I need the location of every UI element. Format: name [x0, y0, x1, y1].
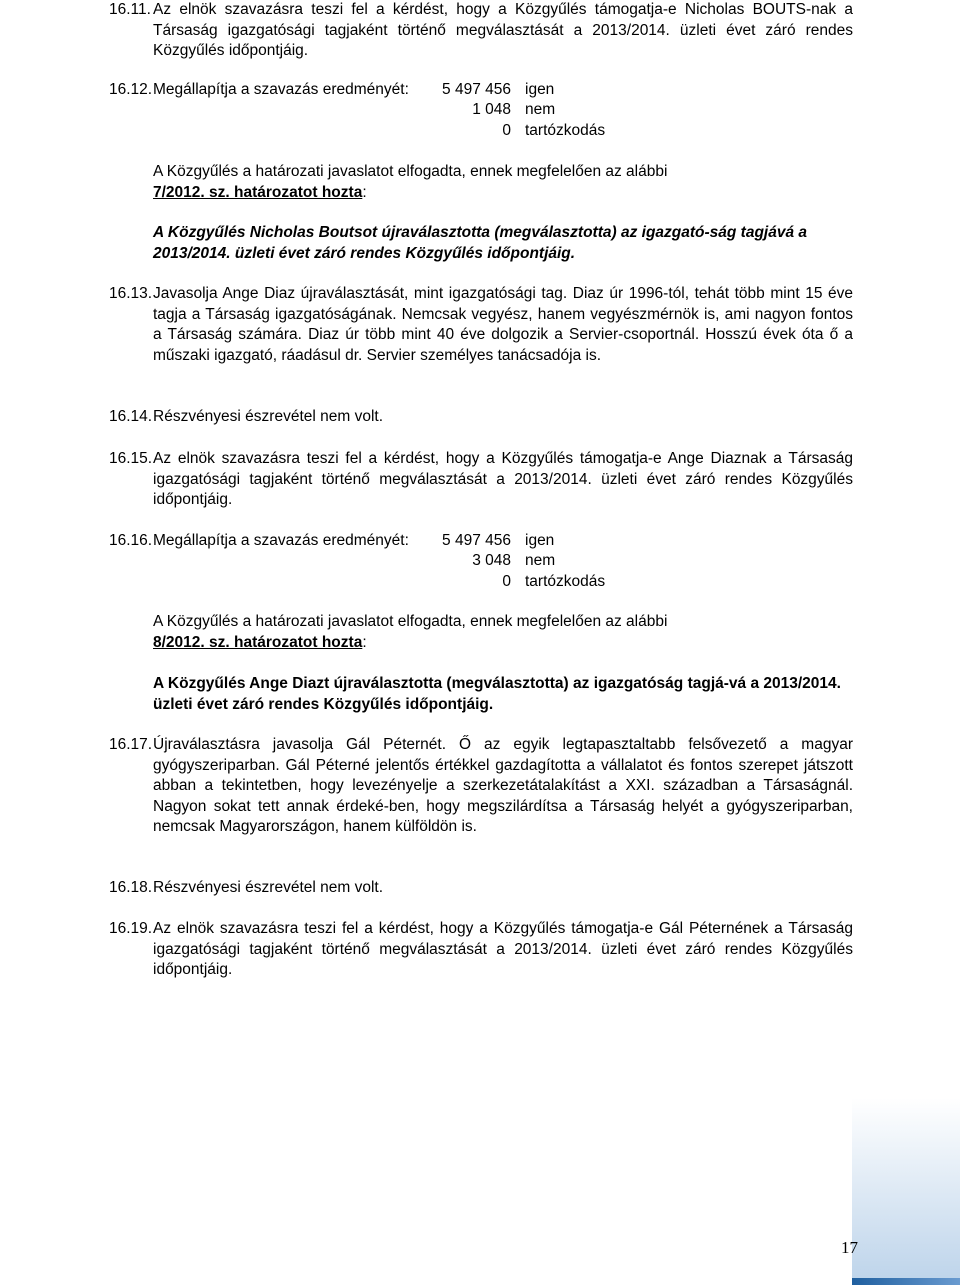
item-text: Az elnök szavazásra teszi fel a kérdést, hogy a Közgyűlés támogatja-e Ange Diaznak a Társaság igazgatósági tagjaként történő megválasztását a 2013/2014. üzleti évet záró rendes Közgyűlés időpontjáig.	[153, 450, 853, 508]
vote-type: igen	[525, 532, 555, 549]
item-16-14	[109, 407, 853, 428]
item-number: 16.16.	[109, 532, 153, 549]
resolution-text: A Közgyűlés a határozati javaslatot elfogadta, ennek megfelelően az alábbi	[153, 613, 668, 630]
vote-label: Megállapítja a szavazás eredményét:	[153, 81, 409, 98]
resolution-statement	[153, 162, 853, 203]
item-text: Az elnök szavazásra teszi fel a kérdést, hogy a Közgyűlés támogatja-e Nicholas BOUTS-nak a Társaság igazgatósági tagjaként történő megválasztását a 2013/2014. üzleti évet záró rendes Közgyűlés időpontjáig.	[153, 1, 853, 59]
item-number: 16.12.	[109, 81, 153, 98]
vote-value: 3 048	[472, 552, 511, 569]
item-text: Az elnök szavazásra teszi fel a kérdést, hogy a Közgyűlés támogatja-e Gál Péternének a Társaság igazgatósági tagjaként történő megválasztását a 2013/2014. üzleti évet záró rendes Közgyűlés időpontjáig.	[153, 920, 853, 978]
decision-text: A Közgyűlés Nicholas Boutsot újraválasztotta (megválasztotta) az igazgató-ság tagjává a 2013/2014. üzleti évet záró rendes Közgyűlés időpontjáig.	[153, 224, 808, 262]
vote-type: nem	[525, 101, 556, 118]
vote-type: nem	[525, 552, 556, 569]
item-text: Újraválasztásra javasolja Gál Péternét. Ő az egyik legtapasztaltabb felsővezető a magyar gyógyszeriparban. Gál Péterné jelentős értékkel gazdagította a vállalatot és fontos szerepet játszott abban a tekintetben, hogy levezényelje a szerkezetátalakítást a XXI. században a Társaságnál. Nagyon sokat tett annak érdeké-ben, hogy megszilárdítsa a Társaság helyét a gyógyszeriparban, nemcsak Magyarországon, hanem külföldön is.	[153, 736, 853, 835]
item-number: 16.19.	[109, 920, 153, 937]
resolution-text: A Közgyűlés a határozati javaslatot elfogadta, ennek megfelelően az alábbi	[153, 163, 668, 180]
item-text: Részvényesi észrevétel nem volt.	[153, 408, 384, 425]
decision-text: A Közgyűlés Ange Diazt újraválasztotta (megválasztotta) az igazgatóság tagjá-vá a 2013/2014. üzleti évet záró rendes Közgyűlés időpontjáig.	[153, 675, 841, 713]
vote-value: 0	[502, 573, 511, 590]
vote-type: igen	[525, 81, 555, 98]
item-16-19	[109, 919, 853, 981]
vote-value: 1 048	[472, 101, 511, 118]
item-text: Részvényesi észrevétel nem volt.	[153, 879, 384, 896]
item-16-17	[109, 735, 853, 838]
item-16-11	[109, 0, 853, 62]
item-number: 16.13.	[109, 285, 153, 302]
vote-type: tartózkodás	[525, 573, 606, 590]
item-number: 16.11.	[109, 1, 151, 18]
page-number: 17	[841, 1238, 858, 1257]
vote-value: 0	[502, 122, 511, 139]
vote-value: 5 497 456	[442, 532, 511, 549]
vote-label: Megállapítja a szavazás eredményét:	[153, 532, 409, 549]
item-number: 16.18.	[109, 879, 153, 896]
item-number: 16.15.	[109, 450, 153, 467]
item-16-18	[109, 878, 853, 899]
vote-value: 5 497 456	[442, 81, 511, 98]
item-16-13	[109, 284, 853, 366]
resolution-colon: :	[362, 633, 367, 651]
resolution-number: 8/2012. sz. határozatot hozta	[153, 633, 363, 651]
item-text: Javasolja Ange Diaz újraválasztását, mint igazgatósági tag. Diaz úr 1996-tól, tehát több mint 15 éve tagja a Társaság igazgatóságának. Nemcsak vegyész, hanem vegyészmérnök is, ami nagyon fontos a Társaság számára. Diaz úr több mint 40 éve dolgozik a Servier-csoportnál. Hosszú évek óta ő a műszaki igazgató, ráadásul dr. Servier személyes tanácsadója is.	[153, 285, 853, 364]
item-number: 16.14.	[109, 408, 153, 425]
resolution-statement	[153, 612, 853, 653]
vote-type: tartózkodás	[525, 122, 606, 139]
item-16-15	[109, 449, 853, 511]
item-number: 16.17.	[109, 736, 153, 753]
corner-decoration	[852, 1098, 960, 1285]
resolution-number: 7/2012. sz. határozatot hozta	[153, 183, 363, 201]
resolution-colon: :	[362, 183, 367, 201]
